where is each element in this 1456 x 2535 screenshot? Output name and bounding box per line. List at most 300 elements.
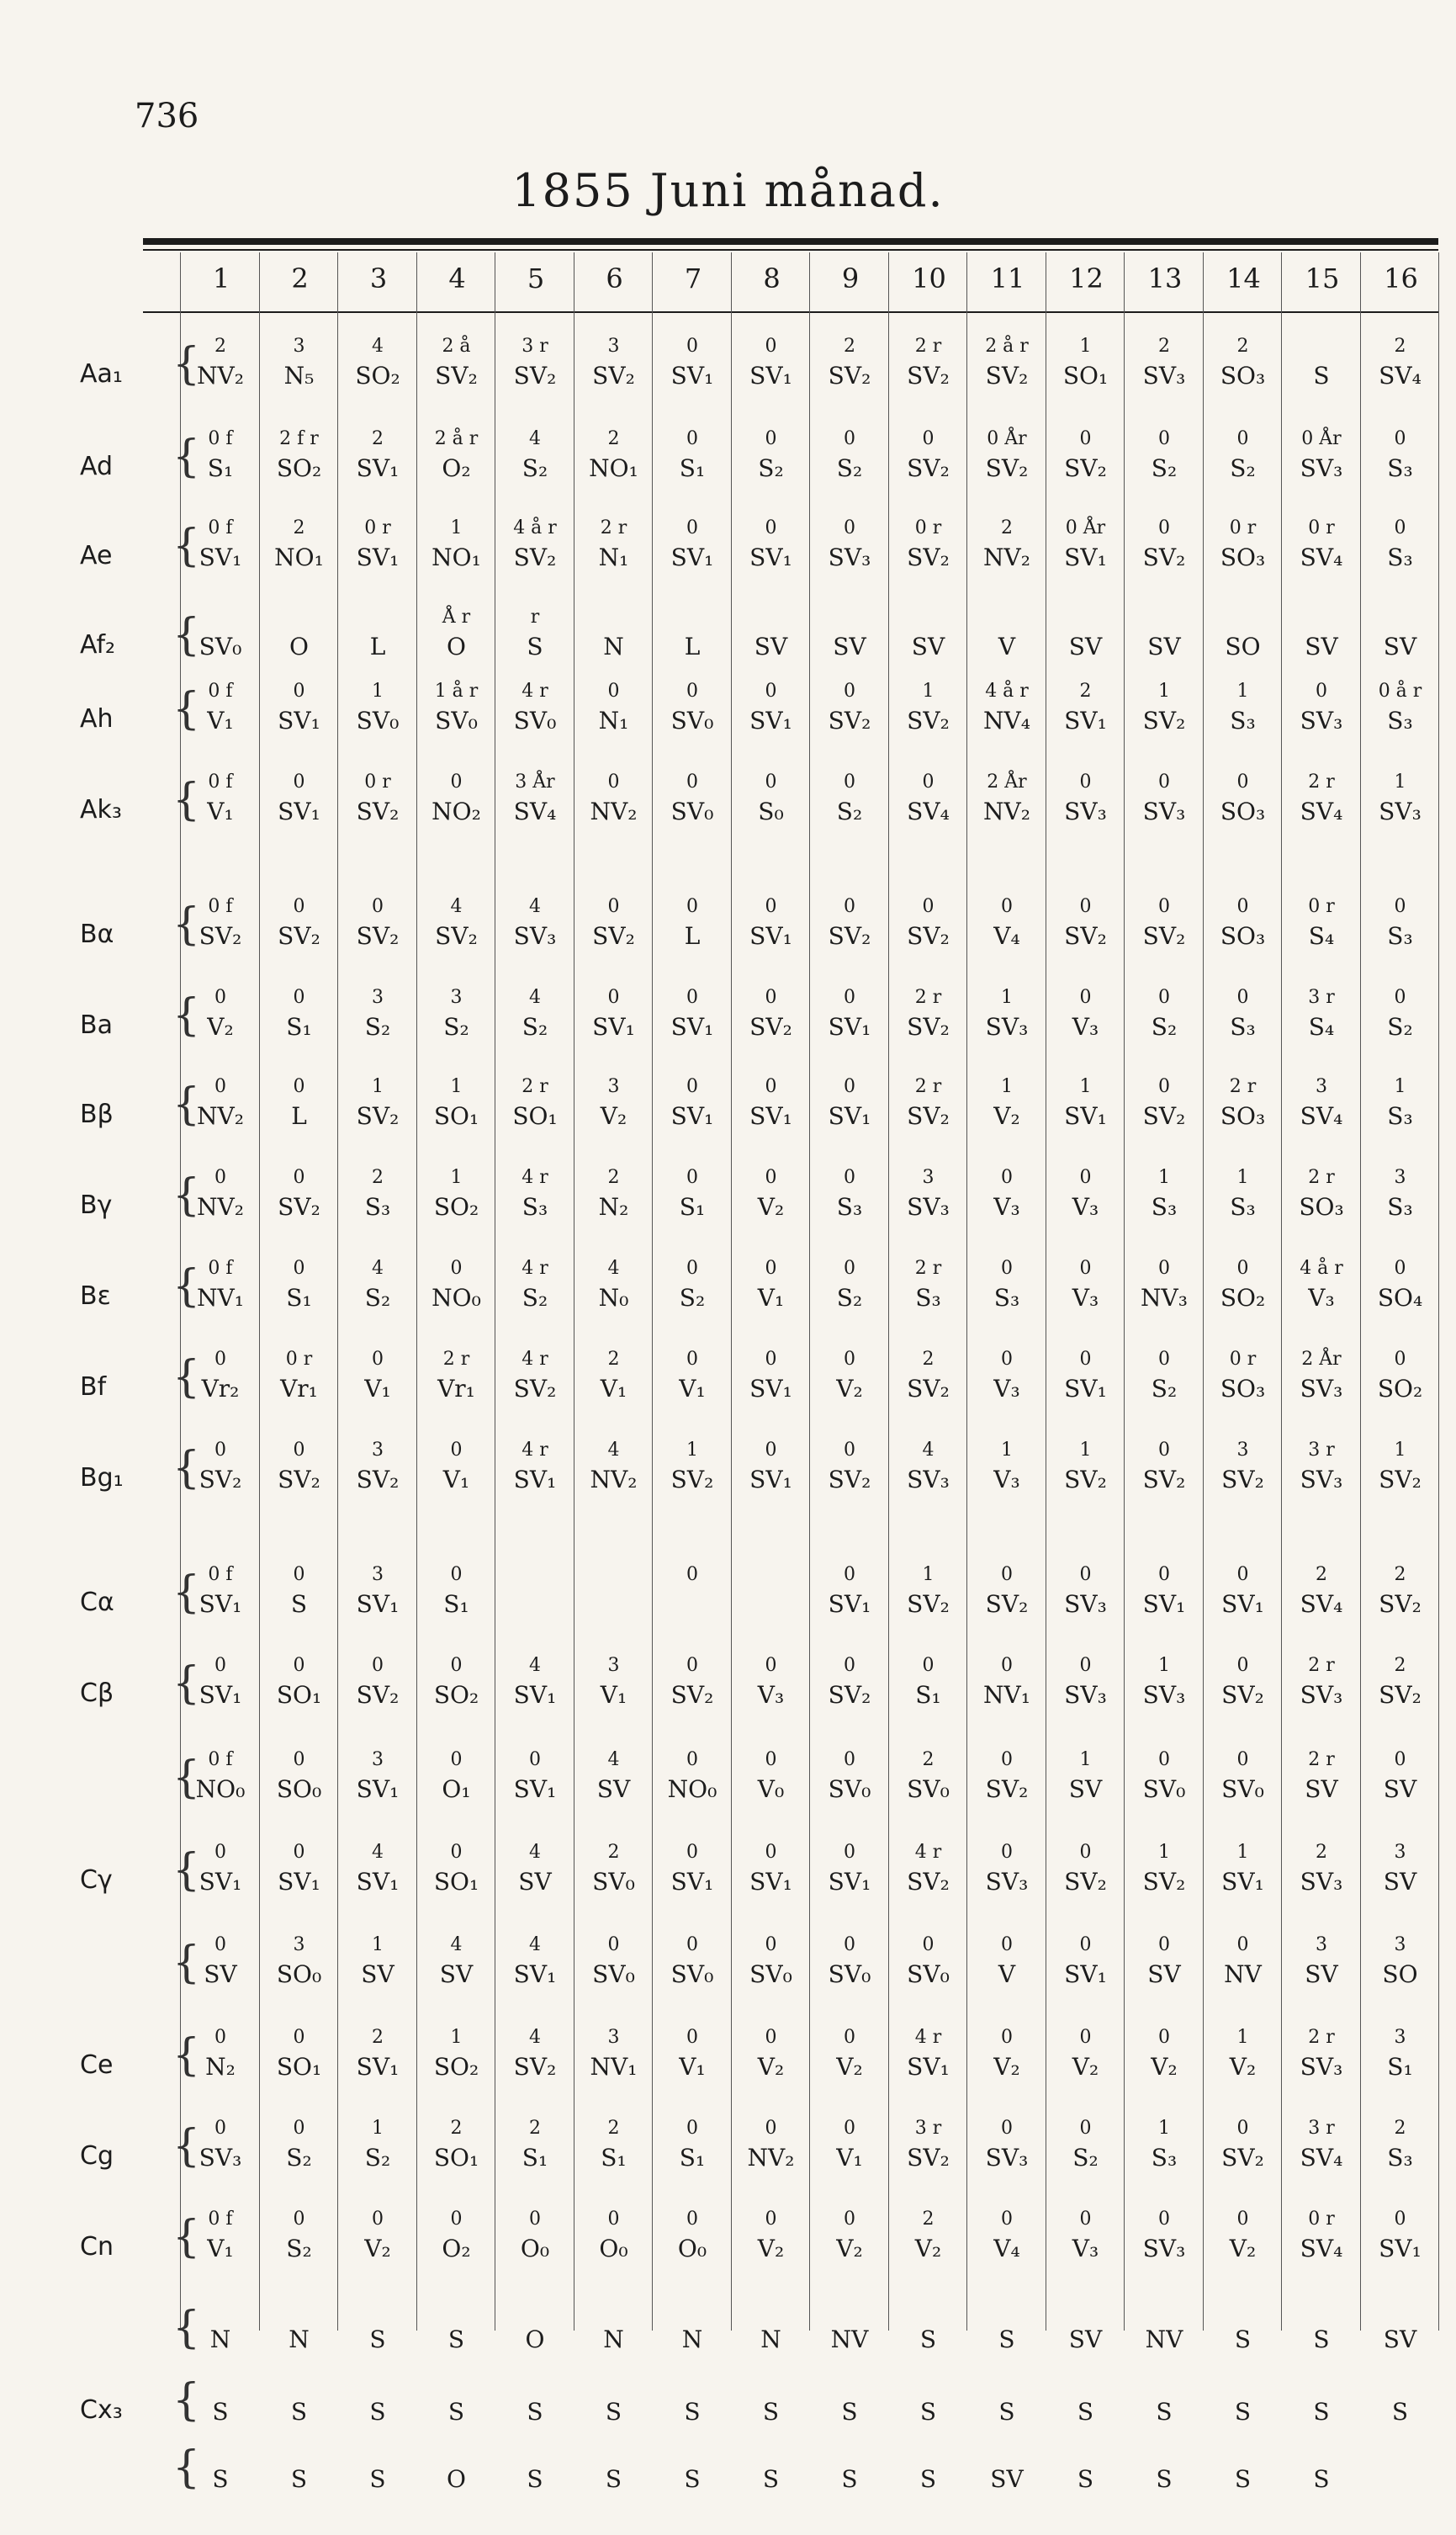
wind-value: NV₁ bbox=[197, 1284, 244, 1312]
observation-cell bbox=[1205, 2298, 1282, 2357]
cloud-value: 3 bbox=[1316, 1934, 1327, 1955]
observation-cell bbox=[1362, 427, 1439, 485]
observation-cell bbox=[1047, 605, 1125, 664]
wind-value: S bbox=[447, 2398, 465, 2426]
cloud-value: 0 bbox=[922, 1655, 934, 1676]
observation-cell bbox=[575, 1347, 653, 1406]
cloud-value: 0 bbox=[1001, 1258, 1013, 1279]
brace-icon: { bbox=[172, 2030, 201, 2081]
observation-cell bbox=[654, 516, 731, 575]
observation-cell bbox=[1362, 770, 1439, 829]
wind-value: O₀ bbox=[599, 2235, 628, 2262]
cloud-value: 0 bbox=[1236, 428, 1249, 449]
wind-value: SV₂ bbox=[1221, 2144, 1264, 2172]
cloud-value: 3 bbox=[293, 1934, 305, 1955]
observation-cell bbox=[261, 1747, 338, 1806]
wind-value: SV₄ bbox=[1300, 544, 1343, 571]
observation-cell bbox=[1205, 894, 1282, 953]
wind-value: SV₂ bbox=[1221, 1681, 1264, 1709]
cloud-value bbox=[1205, 2370, 1282, 2395]
observation-cell bbox=[890, 985, 967, 1044]
observation-cell bbox=[1125, 1840, 1203, 1899]
cloud-value bbox=[575, 2298, 653, 2323]
cloud-value: 0 bbox=[686, 2027, 698, 2048]
observation-cell bbox=[182, 516, 259, 575]
cloud-value: 4 bbox=[529, 1655, 541, 1676]
observation-cell bbox=[418, 2370, 495, 2429]
cloud-value: 0 f bbox=[208, 681, 233, 702]
station-row bbox=[0, 1746, 1456, 1845]
observation-cell bbox=[575, 679, 653, 738]
observation-cell bbox=[418, 985, 495, 1044]
wind-value: V₃ bbox=[993, 1466, 1020, 1493]
observation-cell bbox=[1283, 2025, 1360, 2084]
wind-value bbox=[575, 1588, 653, 1621]
wind-value: SV₁ bbox=[513, 1466, 557, 1493]
observation-cell bbox=[733, 2116, 810, 2175]
observation-cell bbox=[811, 2437, 888, 2496]
station-row bbox=[0, 2023, 1456, 2123]
wind-value: V₂ bbox=[1229, 2053, 1257, 2081]
wind-value: SV₁ bbox=[670, 362, 714, 390]
observation-cell bbox=[575, 2207, 653, 2266]
observation-cell bbox=[496, 1840, 574, 1899]
wind-value: S bbox=[527, 2465, 543, 2493]
wind-value: SV₃ bbox=[1300, 1375, 1343, 1403]
observation-cell bbox=[968, 1256, 1046, 1315]
cloud-value: 0 bbox=[765, 1749, 777, 1770]
wind-value: Vr₁ bbox=[280, 1375, 318, 1403]
wind-value: S bbox=[1234, 2398, 1252, 2426]
observation-cell bbox=[1125, 1438, 1203, 1497]
wind-value: S₂ bbox=[286, 2144, 312, 2172]
wind-value: SO₀ bbox=[276, 1960, 322, 1988]
observation-cell bbox=[418, 1933, 495, 1991]
cloud-value: 0 bbox=[293, 2027, 305, 2048]
wind-value: S₂ bbox=[364, 1284, 391, 1312]
wind-value: SV bbox=[1383, 2326, 1417, 2353]
cloud-value: 0 bbox=[1001, 1349, 1013, 1370]
observation-cell bbox=[811, 1074, 888, 1133]
cloud-value: 0 bbox=[922, 896, 934, 917]
cloud-value: 0 bbox=[1001, 1655, 1013, 1676]
wind-value: SV₂ bbox=[749, 1013, 792, 1041]
cloud-value bbox=[1047, 2298, 1125, 2323]
observation-cell bbox=[1205, 516, 1282, 575]
cloud-value bbox=[1283, 605, 1360, 630]
observation-cell bbox=[1205, 1840, 1282, 1899]
wind-value: S₃ bbox=[1387, 2144, 1413, 2172]
wind-value: V₃ bbox=[1072, 1193, 1099, 1221]
station-label: Cγ bbox=[80, 1865, 113, 1895]
wind-value: SV₀ bbox=[1142, 1775, 1186, 1803]
cloud-value: 0 bbox=[293, 1655, 305, 1676]
day-header-7: 7 bbox=[684, 263, 702, 294]
observation-cell bbox=[182, 2025, 259, 2084]
observation-cell bbox=[811, 985, 888, 1044]
wind-value: S bbox=[605, 2398, 622, 2426]
cloud-value: 1 bbox=[1079, 1749, 1092, 1770]
observation-cell bbox=[261, 1933, 338, 1991]
cloud-value: 0 bbox=[765, 987, 777, 1008]
cloud-value bbox=[1047, 2370, 1125, 2395]
wind-value: SV₁ bbox=[1064, 1960, 1107, 1988]
observation-cell bbox=[496, 2025, 574, 2084]
wind-value: S₂ bbox=[522, 454, 548, 482]
wind-value: V₀ bbox=[757, 1775, 785, 1803]
cloud-value: 0 bbox=[1236, 987, 1249, 1008]
cloud-value: 0 bbox=[686, 1564, 698, 1585]
observation-cell bbox=[1047, 2437, 1125, 2496]
cloud-value bbox=[1283, 334, 1360, 359]
observation-cell bbox=[654, 1747, 731, 1806]
observation-cell bbox=[654, 334, 731, 393]
cloud-value bbox=[575, 605, 653, 630]
station-label: Ae bbox=[80, 541, 113, 570]
wind-value: O bbox=[447, 2465, 466, 2493]
cloud-value bbox=[339, 2298, 416, 2323]
wind-value: SV₄ bbox=[907, 798, 950, 825]
cloud-value: 2 bbox=[607, 1842, 620, 1863]
wind-value: SV₂ bbox=[907, 1013, 950, 1041]
cloud-value bbox=[418, 2298, 495, 2323]
observation-cell bbox=[1125, 1653, 1203, 1712]
wind-value: SV bbox=[1305, 1775, 1338, 1803]
observation-cell bbox=[968, 2370, 1046, 2429]
cloud-value: 0 bbox=[1394, 1349, 1406, 1370]
observation-cell bbox=[496, 1653, 574, 1712]
cloud-value: 4 r bbox=[914, 1842, 942, 1863]
cloud-value: 0 bbox=[1394, 896, 1406, 917]
observation-cell bbox=[496, 1256, 574, 1315]
observation-cell bbox=[890, 2025, 967, 2084]
cloud-value bbox=[339, 605, 416, 630]
observation-cell bbox=[575, 985, 653, 1044]
cloud-value bbox=[418, 2370, 495, 2395]
observation-cell bbox=[261, 1256, 338, 1315]
wind-value: SO₃ bbox=[1220, 1375, 1266, 1403]
observation-cell bbox=[1283, 516, 1360, 575]
wind-value: SV₄ bbox=[513, 798, 557, 825]
day-header-9: 9 bbox=[841, 263, 860, 294]
cloud-value: 4 å r bbox=[513, 517, 557, 538]
cloud-value: 0 å r bbox=[1378, 681, 1422, 702]
wind-value: V₂ bbox=[914, 2235, 942, 2262]
wind-value: NV₂ bbox=[747, 2144, 795, 2172]
cloud-value bbox=[890, 2298, 967, 2323]
cloud-value: 0 bbox=[686, 336, 698, 357]
wind-value: SV₃ bbox=[1142, 798, 1186, 825]
wind-value: SV₁ bbox=[1379, 2235, 1422, 2262]
cloud-value: 0 bbox=[844, 896, 855, 917]
cloud-value: 0 bbox=[214, 987, 226, 1008]
cloud-value: 2 bbox=[372, 2027, 384, 2048]
observation-cell bbox=[654, 2437, 731, 2496]
observation-cell bbox=[1205, 1438, 1282, 1497]
cloud-value bbox=[1362, 605, 1439, 630]
cloud-value: 0 bbox=[1236, 896, 1249, 917]
cloud-value: 0 bbox=[293, 1167, 305, 1188]
cloud-value bbox=[1047, 605, 1125, 630]
station-label: Bα bbox=[80, 920, 114, 949]
day-header-8: 8 bbox=[763, 263, 781, 294]
observation-cell bbox=[968, 1747, 1046, 1806]
observation-cell bbox=[968, 516, 1046, 575]
observation-cell bbox=[654, 1933, 731, 1991]
observation-cell bbox=[811, 516, 888, 575]
observation-cell bbox=[733, 1840, 810, 1899]
observation-cell bbox=[968, 894, 1046, 953]
wind-value: S₂ bbox=[522, 1284, 548, 1312]
observation-cell bbox=[1205, 2025, 1282, 2084]
observation-cell bbox=[1125, 985, 1203, 1044]
wind-value: NV₄ bbox=[983, 707, 1030, 735]
cloud-value: 0 bbox=[844, 1076, 855, 1097]
wind-value: S₃ bbox=[1151, 1193, 1178, 1221]
day-header-10: 10 bbox=[912, 263, 946, 294]
wind-value: SV₂ bbox=[1142, 544, 1186, 571]
observation-cell bbox=[418, 1562, 495, 1621]
cloud-value: 1 bbox=[1158, 1167, 1170, 1188]
observation-cell bbox=[1047, 1933, 1125, 1991]
cloud-value: 3 bbox=[1316, 1076, 1327, 1097]
cloud-value: 0 bbox=[922, 1934, 934, 1955]
observation-cell bbox=[339, 2298, 416, 2357]
wind-value: SV₁ bbox=[356, 2053, 400, 2081]
observation-cell bbox=[1362, 2207, 1439, 2266]
wind-value: SV₁ bbox=[670, 1013, 714, 1041]
wind-value: SV₁ bbox=[278, 707, 320, 735]
observation-cell bbox=[890, 1840, 967, 1899]
observation-cell bbox=[575, 770, 653, 829]
cloud-value: 2 r bbox=[914, 1076, 942, 1097]
cloud-value: 0 bbox=[1079, 1349, 1092, 1370]
cloud-value: 0 bbox=[686, 1258, 698, 1279]
cloud-value: 3 bbox=[607, 1655, 620, 1676]
wind-value: SV₂ bbox=[828, 707, 871, 735]
cloud-value: 0 f bbox=[208, 896, 233, 917]
wind-value: S bbox=[290, 1590, 308, 1618]
wind-value: S₃ bbox=[1230, 1193, 1256, 1221]
station-label: Af₂ bbox=[80, 630, 116, 660]
station-label: Ba bbox=[80, 1010, 113, 1040]
wind-value: SV₂ bbox=[828, 1681, 871, 1709]
wind-value: NV bbox=[1224, 1960, 1262, 1988]
cloud-value: 4 bbox=[372, 336, 384, 357]
wind-value: SV bbox=[518, 1868, 552, 1896]
observation-cell bbox=[1205, 1653, 1282, 1712]
wind-value: N bbox=[603, 2326, 624, 2353]
wind-value: S₁ bbox=[207, 454, 234, 482]
cloud-value: 0 bbox=[765, 772, 777, 793]
observation-cell bbox=[1125, 2437, 1203, 2496]
observation-cell bbox=[182, 2116, 259, 2175]
cloud-value: 0 bbox=[1001, 896, 1013, 917]
observation-cell bbox=[1125, 1165, 1203, 1224]
observation-cell bbox=[1362, 2437, 1439, 2496]
brace-icon: { bbox=[172, 2212, 201, 2262]
wind-value: SV₃ bbox=[199, 2144, 242, 2172]
observation-cell bbox=[811, 1256, 888, 1315]
station-row bbox=[0, 1838, 1456, 1938]
observation-cell bbox=[496, 679, 574, 738]
wind-value: SV₂ bbox=[1142, 1466, 1186, 1493]
cloud-value bbox=[182, 2437, 259, 2463]
cloud-value: 2 bbox=[1316, 1842, 1327, 1863]
cloud-value: 2 bbox=[1316, 1564, 1327, 1585]
wind-value: SV₃ bbox=[1064, 798, 1107, 825]
wind-value: NO₁ bbox=[432, 544, 481, 571]
wind-value: SV₂ bbox=[435, 362, 478, 390]
wind-value: N bbox=[603, 633, 624, 660]
wind-value: S bbox=[1313, 2465, 1330, 2493]
observation-cell bbox=[418, 1347, 495, 1406]
observation-cell bbox=[182, 1347, 259, 1406]
cloud-value bbox=[339, 2370, 416, 2395]
cloud-value: 0 bbox=[372, 1349, 384, 1370]
wind-value: S₄ bbox=[1308, 1013, 1335, 1041]
cloud-value: 0 bbox=[844, 681, 855, 702]
header-rule-thin bbox=[143, 249, 1438, 251]
observation-cell bbox=[1205, 2437, 1282, 2496]
observation-cell bbox=[575, 2370, 653, 2429]
wind-value: SV₃ bbox=[1379, 798, 1422, 825]
cloud-value: 0 bbox=[1001, 2027, 1013, 2048]
wind-value: SV₂ bbox=[199, 922, 242, 950]
observation-cell bbox=[418, 605, 495, 664]
observation-cell bbox=[890, 2298, 967, 2357]
cloud-value bbox=[496, 2437, 574, 2463]
wind-value: SV₁ bbox=[670, 1102, 714, 1130]
station-row bbox=[0, 2436, 1456, 2535]
cloud-value: 0 bbox=[844, 428, 855, 449]
cloud-value: 1 bbox=[450, 517, 463, 538]
cloud-value: 0 bbox=[765, 1076, 777, 1097]
brace-icon: { bbox=[172, 521, 201, 571]
cloud-value: 0 År bbox=[1301, 428, 1342, 449]
observation-cell bbox=[654, 985, 731, 1044]
day-header-13: 13 bbox=[1147, 263, 1183, 294]
wind-value: SV₂ bbox=[907, 1375, 950, 1403]
observation-cell bbox=[182, 427, 259, 485]
cloud-value: 0 bbox=[686, 987, 698, 1008]
wind-value: SV₁ bbox=[749, 1466, 792, 1493]
cloud-value: 0 bbox=[607, 987, 620, 1008]
cloud-value: 1 bbox=[1236, 2027, 1249, 2048]
wind-value: S₂ bbox=[679, 1284, 706, 1312]
wind-value: SV₃ bbox=[1300, 1681, 1343, 1709]
wind-value: S₂ bbox=[364, 2144, 391, 2172]
cloud-value: 1 bbox=[450, 2027, 463, 2048]
observation-cell bbox=[418, 427, 495, 485]
wind-value: L bbox=[684, 633, 701, 660]
wind-value: S₃ bbox=[1387, 544, 1413, 571]
cloud-value: 0 bbox=[686, 1655, 698, 1676]
observation-cell bbox=[654, 427, 731, 485]
observation-cell bbox=[339, 427, 416, 485]
wind-value: SV₁ bbox=[749, 707, 792, 735]
cloud-value: 0 bbox=[1079, 1934, 1092, 1955]
wind-value: S bbox=[762, 2398, 780, 2426]
observation-cell bbox=[496, 605, 574, 664]
observation-cell bbox=[654, 605, 731, 664]
observation-cell bbox=[182, 1562, 259, 1621]
cloud-value bbox=[1362, 2437, 1439, 2463]
wind-value: SV₁ bbox=[828, 1013, 871, 1041]
wind-value: S₁ bbox=[443, 1590, 469, 1618]
cloud-value: 4 r bbox=[522, 1258, 548, 1279]
wind-value: SV₂ bbox=[513, 1375, 557, 1403]
station-row bbox=[0, 1164, 1456, 1263]
station-row bbox=[0, 2114, 1456, 2214]
cloud-value bbox=[575, 2437, 653, 2463]
observation-cell bbox=[968, 985, 1046, 1044]
wind-value: SO₃ bbox=[1220, 544, 1266, 571]
observation-cell bbox=[339, 1347, 416, 1406]
wind-value: S₁ bbox=[286, 1284, 312, 1312]
wind-value: SV₂ bbox=[356, 1466, 400, 1493]
cloud-value: 0 bbox=[686, 1349, 698, 1370]
cloud-value: 3 bbox=[372, 1749, 384, 1770]
wind-value: SO₁ bbox=[512, 1102, 558, 1130]
wind-value: NV₂ bbox=[983, 544, 1030, 571]
observation-cell bbox=[1205, 985, 1282, 1044]
wind-value: S₃ bbox=[1387, 922, 1413, 950]
observation-cell bbox=[182, 1074, 259, 1133]
wind-value: SV₃ bbox=[907, 1466, 950, 1493]
wind-value: SV₂ bbox=[513, 362, 557, 390]
cloud-value bbox=[1047, 2437, 1125, 2463]
observation-cell bbox=[261, 2298, 338, 2357]
cloud-value: 0 r bbox=[1229, 1349, 1257, 1370]
wind-value: SV₃ bbox=[1300, 707, 1343, 735]
observation-cell bbox=[1283, 1747, 1360, 1806]
observation-cell bbox=[1047, 770, 1125, 829]
observation-cell bbox=[890, 894, 967, 953]
observation-cell bbox=[575, 2298, 653, 2357]
wind-value: SV bbox=[439, 1960, 474, 1988]
observation-cell bbox=[339, 1562, 416, 1621]
cloud-value: 0 bbox=[686, 2118, 698, 2139]
cloud-value bbox=[1125, 2298, 1203, 2323]
cloud-value: 0 bbox=[450, 1842, 463, 1863]
cloud-value: 2 bbox=[607, 1167, 620, 1188]
brace-icon: { bbox=[172, 1352, 201, 1403]
wind-value: S₁ bbox=[915, 1681, 941, 1709]
wind-value: N bbox=[209, 2326, 231, 2353]
cloud-value: r bbox=[530, 607, 540, 628]
cloud-value: 0 bbox=[1394, 2209, 1406, 2230]
cloud-value: 0 bbox=[293, 1842, 305, 1863]
cloud-value: 1 å r bbox=[434, 681, 479, 702]
wind-value: S bbox=[841, 2465, 858, 2493]
observation-cell bbox=[1125, 1347, 1203, 1406]
cloud-value: 0 bbox=[844, 1749, 855, 1770]
wind-value: V₁ bbox=[600, 1681, 627, 1709]
cloud-value: 0 bbox=[765, 2209, 777, 2230]
wind-value: S bbox=[684, 2465, 701, 2493]
observation-cell bbox=[182, 2370, 259, 2429]
cloud-value: 0 bbox=[686, 428, 698, 449]
cloud-value: 2 bbox=[293, 517, 305, 538]
cloud-value: 0 bbox=[1158, 1258, 1170, 1279]
cloud-value bbox=[654, 2437, 731, 2463]
cloud-value: 3 bbox=[372, 987, 384, 1008]
wind-value: S bbox=[684, 2398, 701, 2426]
cloud-value: 1 bbox=[1158, 681, 1170, 702]
cloud-value: 0 bbox=[1236, 1655, 1249, 1676]
wind-value: SV₀ bbox=[828, 1775, 871, 1803]
